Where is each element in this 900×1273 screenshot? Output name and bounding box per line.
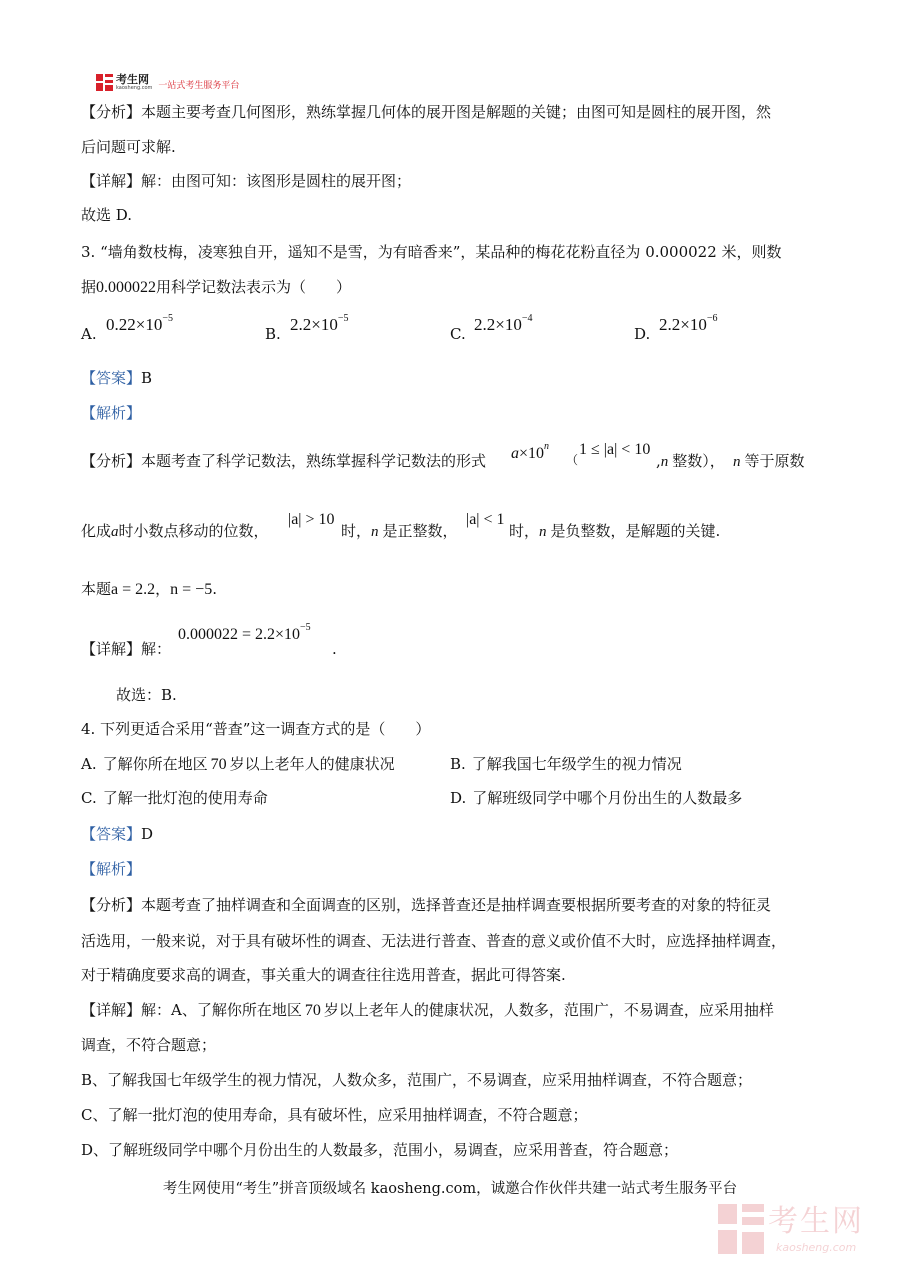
q3-abs-gt: |a| > 10 bbox=[288, 511, 335, 528]
q4-detail-d: D、了解班级同学中哪个月份出生的人数最多，范围小，易调查，应采用普查，符合题意； bbox=[81, 1141, 679, 1159]
q4-detail-c: C、了解一批灯泡的使用寿命，具有破坏性，应采用抽样调查，不符合题意； bbox=[81, 1106, 588, 1124]
q3-answer bbox=[81, 371, 152, 386]
q3-option-b-label: B. bbox=[265, 325, 281, 343]
q4-fenxi-line1: 【分析】本题考查了抽样调查和全面调查的区别，选择普查还是抽样调查要根据所要考查的对象的特征灵 bbox=[81, 896, 772, 914]
q3-abs-lt: |a| < 1 bbox=[466, 511, 505, 528]
logo-name: 考生网 bbox=[116, 72, 149, 86]
q2-choice: 故选 D. bbox=[81, 206, 133, 224]
q3-fenxi-line2-mid: 时，n 是正整数， bbox=[341, 522, 458, 540]
q3-option-d-label: D. bbox=[634, 325, 651, 343]
watermark-name: 考生网 bbox=[768, 1204, 864, 1239]
q3-option-d: $2.2\times 10^{-6}$ bbox=[659, 313, 718, 334]
q3-option-b: $2.2\times 10^{-5}$ bbox=[290, 313, 349, 334]
q4-answer bbox=[81, 827, 153, 842]
answer-tag: 【答案】 bbox=[81, 369, 142, 387]
q4-detail-line1: 【详解】解：A、了解你所在地区 70 岁以上老年人的健康状况，人数多，范围广，不易调查，应采用抽样 bbox=[81, 1001, 774, 1019]
q4-option-a: A. 了解你所在地区 70 岁以上老年人的健康状况 bbox=[81, 755, 395, 773]
q3-fenxi-line1-end: n 等于原数 bbox=[733, 452, 805, 470]
watermark-logo-icon bbox=[718, 1204, 764, 1254]
q3-detail-tag: 【详解】解： bbox=[81, 640, 172, 658]
q3-cond-ineq: 1 ≤ |a| < 10 bbox=[579, 441, 651, 458]
answer-value: D bbox=[141, 825, 154, 843]
header-logo bbox=[96, 72, 239, 92]
q3-stem-line2 bbox=[81, 280, 351, 296]
answer-tag: 【答案】 bbox=[81, 825, 142, 843]
q3-detail-equation: $0.000022 = 2.2\times 10^{-5}$ bbox=[178, 622, 311, 643]
q3-cond-open: （ bbox=[566, 453, 579, 467]
q3-analysis-tag: 【解析】 bbox=[81, 404, 142, 422]
logo-slogan: 一站式考生服务平台 bbox=[158, 81, 240, 91]
q4-analysis-tag: 【解析】 bbox=[81, 860, 142, 878]
q3-stem-number: 0.000022 bbox=[96, 279, 157, 296]
watermark bbox=[718, 1204, 888, 1260]
q3-fenxi-line2-end: 时，n 是负整数，是解题的关键. bbox=[509, 522, 721, 540]
q3-option-c-label: C. bbox=[450, 325, 466, 343]
logo-domain: kaosheng.com bbox=[116, 84, 153, 91]
q3-option-a: $0.22\times 10^{-5}$ bbox=[106, 313, 173, 334]
q4-option-c: C. 了解一批灯泡的使用寿命 bbox=[81, 789, 268, 807]
q4-detail-line2: 调查，不符合题意； bbox=[81, 1036, 217, 1054]
watermark-domain: kaosheng.com bbox=[776, 1241, 857, 1254]
q2-analysis-line1: 【分析】本题主要考查几何图形，熟练掌握几何体的展开图是解题的关键；由图可知是圆柱的展开图，然 bbox=[81, 103, 772, 121]
q4-detail-b: B、了解我国七年级学生的视力情况，人数众多，范围广，不易调查，应采用抽样调查，不符合题意； bbox=[81, 1071, 753, 1089]
q3-cond-tail: ,n 整数）， bbox=[656, 452, 725, 470]
q3-choice: 故选：B. bbox=[116, 686, 177, 704]
q3-fenxi-line2: 化成a时小数点移动的位数， bbox=[81, 522, 269, 540]
q3-option-c: $2.2\times 10^{-4}$ bbox=[474, 313, 533, 334]
q3-stem-line1: 3. “墙角数枝梅，凌寒独自开，遥知不是雪，为有暗香来”，某品种的梅花花粉直径为 0.000022 米，则数 bbox=[81, 243, 782, 261]
q4-option-d: D. 了解班级同学中哪个月份出生的人数最多 bbox=[450, 789, 743, 807]
q2-analysis-line2: 后问题可求解. bbox=[81, 138, 176, 156]
q3-sci-form: $a\times 10^n$ bbox=[511, 441, 550, 462]
q3-stem-pre: 据 bbox=[81, 278, 97, 296]
q2-detail: 【详解】解：由图可知：该图形是圆柱的展开图； bbox=[81, 172, 412, 190]
q3-option-a-label: A. bbox=[81, 325, 97, 343]
q3-fenxi-line1: 【分析】本题考查了科学记数法，熟练掌握科学记数法的形式 bbox=[81, 452, 487, 470]
q4-stem: 4. 下列更适合采用“普查”这一调查方式的是（ ） bbox=[81, 720, 431, 738]
q4-option-b: B. 了解我国七年级学生的视力情况 bbox=[450, 755, 682, 773]
answer-value: B bbox=[141, 369, 153, 387]
q3-this-question: 本题a = 2.2，n = −5. bbox=[81, 580, 217, 598]
q4-fenxi-line2: 活选用，一般来说，对于具有破坏性的调查、无法进行普查、普查的意义或价值不大时，应选择抽样调查， bbox=[81, 932, 787, 950]
page-footer: 考生网使用“考生”拼音顶级域名 kaosheng.com，诚邀合作伙伴共建一站式考生服务平台 bbox=[162, 1181, 738, 1197]
q3-stem-post: 用科学记数法表示为（ ） bbox=[156, 278, 352, 296]
q4-fenxi-line3: 对于精确度要求高的调查，事关重大的调查往往选用普查，据此可得答案. bbox=[81, 966, 566, 984]
q3-detail-end: . bbox=[332, 640, 337, 658]
logo-mark-icon bbox=[96, 74, 113, 91]
